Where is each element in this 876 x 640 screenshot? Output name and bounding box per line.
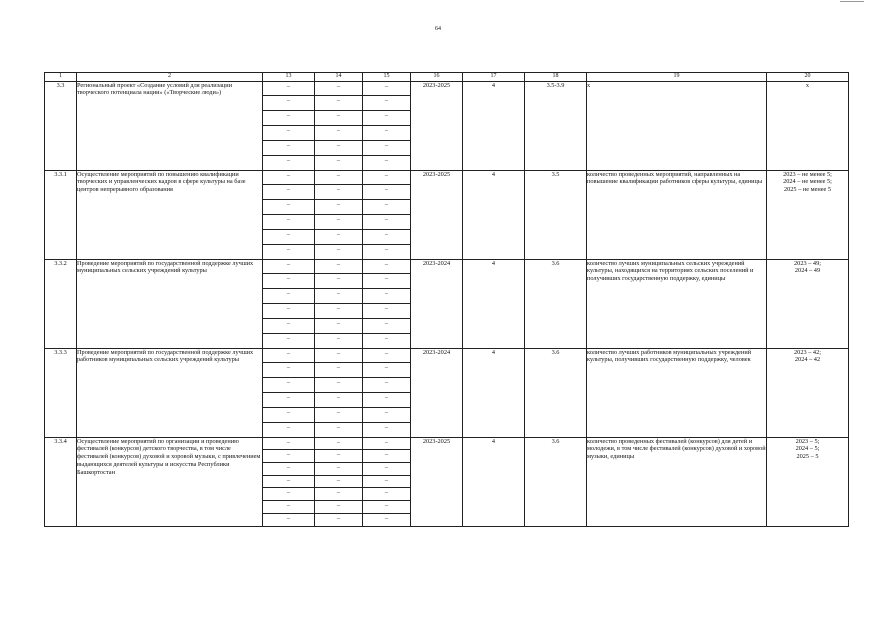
- column-header: 17: [463, 73, 525, 82]
- column-header: 20: [767, 73, 849, 82]
- c15-dash-stack: [363, 82, 410, 170]
- target-value: 2023 – не менее 5;: [783, 170, 832, 178]
- dash-line: –: [263, 289, 314, 304]
- dash-line: –: [286, 156, 291, 164]
- activity-name: Проведение мероприятий по государственной поддержке лучших муниципальных сельских учреждений культуры: [77, 259, 263, 348]
- code-cell: 4: [463, 170, 525, 259]
- code-cell: 4: [463, 437, 525, 526]
- c14-dash-stack: [315, 438, 362, 526]
- dash-line: –: [286, 245, 291, 253]
- c13-dash-stack: [263, 438, 314, 526]
- dash-line: –: [315, 476, 362, 489]
- dash-line: –: [315, 274, 362, 289]
- dash-line: –: [363, 141, 410, 156]
- indicator-cell: количество проведенных мероприятий, направленных на повышение квалификации работников сферы культуры, единицы: [587, 170, 767, 259]
- dash-line: –: [363, 349, 410, 364]
- target-values-cell: [767, 348, 849, 437]
- table-row: [45, 170, 849, 259]
- dash-line: –: [263, 363, 314, 378]
- table-row: [45, 348, 849, 437]
- dash-line: –: [363, 200, 410, 215]
- dash-line: –: [363, 304, 410, 319]
- dash-line: –: [363, 215, 410, 230]
- dash-line: –: [336, 514, 341, 522]
- column-header: 18: [525, 73, 587, 82]
- column-header: 19: [587, 73, 767, 82]
- dash-line: –: [315, 450, 362, 463]
- dash-line: –: [263, 501, 314, 514]
- dash-line: –: [315, 171, 362, 186]
- c13-cell: [263, 81, 315, 170]
- dash-line: –: [363, 363, 410, 378]
- table-body: [45, 81, 849, 526]
- dash-line: –: [363, 438, 410, 451]
- corner-scan-mark: [840, 1, 864, 2]
- dash-line: –: [263, 185, 314, 200]
- c15-cell: [363, 81, 411, 170]
- c14-cell: [315, 348, 363, 437]
- period-cell: 2023-2025: [411, 437, 463, 526]
- dash-line: –: [315, 126, 362, 141]
- dash-line: –: [315, 185, 362, 200]
- dash-line: –: [315, 393, 362, 408]
- c14-cell: [315, 259, 363, 348]
- dash-line: –: [384, 245, 389, 253]
- dash-line: –: [363, 319, 410, 334]
- code-cell: 4: [463, 348, 525, 437]
- c15-cell: [363, 170, 411, 259]
- dash-line: –: [363, 476, 410, 489]
- dash-line: –: [315, 463, 362, 476]
- dash-line: –: [263, 319, 314, 334]
- c14-cell: [315, 437, 363, 526]
- dash-line: –: [315, 200, 362, 215]
- dash-line: –: [263, 408, 314, 423]
- row-number: 3.3.4: [45, 437, 77, 526]
- c14-cell: [315, 81, 363, 170]
- dash-line: –: [286, 334, 291, 342]
- dash-line: –: [263, 171, 314, 186]
- dash-line: –: [263, 200, 314, 215]
- target-value: x: [805, 81, 810, 89]
- c13-cell: [263, 437, 315, 526]
- dash-line: –: [315, 230, 362, 245]
- dash-line: –: [263, 274, 314, 289]
- dash-line: –: [263, 438, 314, 451]
- target-values-cell: [767, 437, 849, 526]
- dash-line: –: [315, 349, 362, 364]
- dash-line: –: [263, 82, 314, 97]
- dash-line: –: [315, 501, 362, 514]
- dash-line: –: [315, 96, 362, 111]
- dash-line: –: [363, 126, 410, 141]
- dash-line: –: [263, 349, 314, 364]
- c13-cell: [263, 170, 315, 259]
- dash-line: –: [315, 215, 362, 230]
- dash-line: –: [263, 111, 314, 126]
- dash-line: –: [286, 514, 291, 522]
- dash-line: –: [384, 514, 389, 522]
- dash-line: –: [263, 393, 314, 408]
- dash-line: –: [363, 171, 410, 186]
- c13-dash-stack: [263, 260, 314, 348]
- c15-dash-stack: [363, 438, 410, 526]
- dash-line: –: [263, 450, 314, 463]
- target-value: 2023 – 42;: [794, 348, 821, 356]
- dash-line: –: [263, 215, 314, 230]
- target-value: 2024 – не менее 5;: [783, 178, 832, 186]
- c13-cell: [263, 259, 315, 348]
- dash-line: –: [363, 185, 410, 200]
- dash-line: –: [315, 438, 362, 451]
- dash-line: –: [363, 378, 410, 393]
- dash-line: –: [263, 96, 314, 111]
- dash-line: –: [363, 230, 410, 245]
- indicator-ref-cell: 3.6: [525, 259, 587, 348]
- header-row: [45, 73, 849, 82]
- dash-line: –: [263, 463, 314, 476]
- code-cell: 4: [463, 259, 525, 348]
- dash-line: –: [336, 156, 341, 164]
- column-header: 14: [315, 73, 363, 82]
- period-cell: 2023-2024: [411, 259, 463, 348]
- c14-dash-stack: [315, 349, 362, 437]
- dash-line: –: [363, 260, 410, 275]
- activity-name: Осуществление мероприятий по организации и проведению фестивалей (конкурсов) детского творчества, в том числе фестивалей (конкурсов) духовой и хоровой музыки, с привлечением выдающихся деятелей культуры и искусства Республики Башкортостан: [77, 437, 263, 526]
- dash-line: –: [336, 245, 341, 253]
- period-cell: 2023-2025: [411, 170, 463, 259]
- dash-line: –: [384, 423, 389, 431]
- target-value: 2023 – 49;: [794, 259, 821, 267]
- c13-cell: [263, 348, 315, 437]
- dash-line: –: [315, 289, 362, 304]
- dash-line: –: [315, 378, 362, 393]
- dash-line: –: [315, 141, 362, 156]
- dash-line: –: [363, 111, 410, 126]
- row-number: 3.3.3: [45, 348, 77, 437]
- dash-line: –: [263, 476, 314, 489]
- dash-line: –: [363, 501, 410, 514]
- dash-line: –: [363, 488, 410, 501]
- period-cell: 2023-2025: [411, 81, 463, 170]
- dash-line: –: [363, 96, 410, 111]
- indicator-cell: количество лучших работников муниципальных учреждений культуры, получивших государственную поддержку, человек: [587, 348, 767, 437]
- c13-dash-stack: [263, 349, 314, 437]
- c15-dash-stack: [363, 171, 410, 259]
- c13-dash-stack: [263, 82, 314, 170]
- dash-line: –: [315, 488, 362, 501]
- dash-line: –: [315, 408, 362, 423]
- indicator-cell: x: [587, 81, 767, 170]
- dash-line: –: [263, 141, 314, 156]
- dash-line: –: [315, 304, 362, 319]
- table-row: [45, 259, 849, 348]
- c14-dash-stack: [315, 260, 362, 348]
- c13-dash-stack: [263, 171, 314, 259]
- indicator-ref-cell: 3.5-3.9: [525, 81, 587, 170]
- activity-name: Осуществление мероприятий по повышению квалификации творческих и управленческих кадров в сфере культуры на базе центров непрерывного образования: [77, 170, 263, 259]
- table-row: [45, 81, 849, 170]
- dash-line: –: [263, 230, 314, 245]
- target-value: 2025 – не менее 5: [783, 186, 832, 194]
- c14-dash-stack: [315, 82, 362, 170]
- c15-cell: [363, 348, 411, 437]
- table-row: [45, 437, 849, 526]
- dash-line: –: [315, 260, 362, 275]
- dash-line: –: [263, 488, 314, 501]
- target-value: 2023 – 5;: [795, 437, 820, 445]
- c14-dash-stack: [315, 171, 362, 259]
- indicator-ref-cell: 3.6: [525, 437, 587, 526]
- c14-cell: [315, 170, 363, 259]
- dash-line: –: [315, 82, 362, 97]
- program-activities-table: [44, 72, 849, 527]
- column-header: 13: [263, 73, 315, 82]
- column-header: 15: [363, 73, 411, 82]
- indicator-ref-cell: 3.5: [525, 170, 587, 259]
- dash-line: –: [384, 334, 389, 342]
- target-values-cell: [767, 170, 849, 259]
- dash-line: –: [384, 156, 389, 164]
- page-number: 64: [435, 26, 441, 32]
- row-number: 3.3.1: [45, 170, 77, 259]
- dash-line: –: [263, 304, 314, 319]
- c15-cell: [363, 437, 411, 526]
- target-values-cell: [767, 259, 849, 348]
- column-header: 2: [77, 73, 263, 82]
- dash-line: –: [286, 423, 291, 431]
- dash-line: –: [363, 82, 410, 97]
- c15-dash-stack: [363, 349, 410, 437]
- row-number: 3.3: [45, 81, 77, 170]
- activity-name: Проведение мероприятий по государственной поддержке лучших работников муниципальных сельских учреждений культуры: [77, 348, 263, 437]
- dash-line: –: [263, 378, 314, 393]
- target-value: 2024 – 42: [794, 356, 821, 364]
- dash-line: –: [336, 423, 341, 431]
- dash-line: –: [363, 393, 410, 408]
- column-header: 16: [411, 73, 463, 82]
- row-number: 3.3.2: [45, 259, 77, 348]
- dash-line: –: [363, 463, 410, 476]
- dash-line: –: [363, 289, 410, 304]
- dash-line: –: [263, 260, 314, 275]
- c15-cell: [363, 259, 411, 348]
- target-values-cell: [767, 81, 849, 170]
- dash-line: –: [336, 334, 341, 342]
- column-header: 1: [45, 73, 77, 82]
- dash-line: –: [315, 111, 362, 126]
- dash-line: –: [315, 319, 362, 334]
- dash-line: –: [363, 408, 410, 423]
- target-value: 2024 – 5;: [795, 445, 820, 453]
- target-value: 2024 – 49: [794, 267, 821, 275]
- dash-line: –: [315, 363, 362, 378]
- period-cell: 2023-2024: [411, 348, 463, 437]
- dash-line: –: [263, 126, 314, 141]
- indicator-ref-cell: 3.6: [525, 348, 587, 437]
- c15-dash-stack: [363, 260, 410, 348]
- indicator-cell: количество лучших муниципальных сельских учреждений культуры, находящихся на территориях сельских поселений и получивших государственную поддержку, единицы: [587, 259, 767, 348]
- indicator-cell: количество проведенных фестивалей (конкурсов) для детей и молодежи, в том числе фестивалей (конкурсов) духовой и хоровой музыки, единицы: [587, 437, 767, 526]
- dash-line: –: [363, 450, 410, 463]
- code-cell: 4: [463, 81, 525, 170]
- target-value: 2025 – 5: [796, 453, 819, 461]
- dash-line: –: [363, 274, 410, 289]
- activity-name: Региональный проект «Создание условий для реализации творческого потенциала нации» («Творческие люди»): [77, 81, 263, 170]
